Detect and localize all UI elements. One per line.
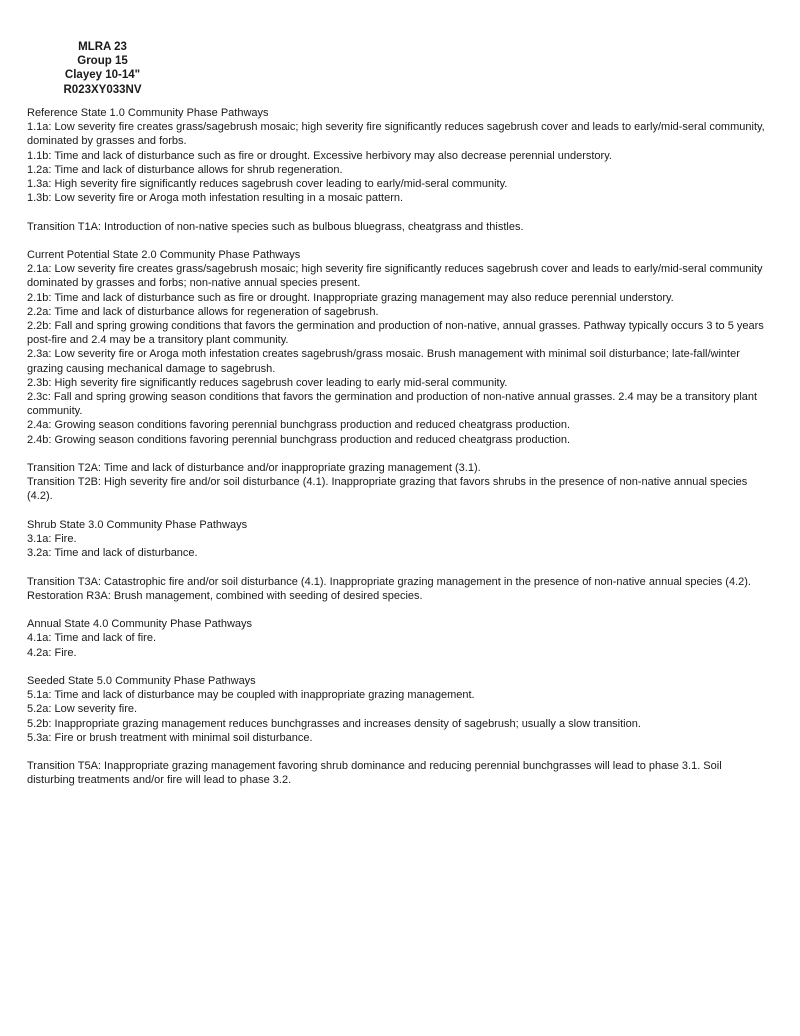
- document-body: [27, 106, 769, 788]
- text-line: 3.1a: Fire.: [27, 533, 77, 546]
- header-line: MLRA 23: [78, 41, 127, 53]
- section-shrub-state-3: [27, 518, 769, 561]
- text-line: 5.3a: Fire or brush treatment with minimal soil disturbance.: [27, 731, 313, 744]
- section-transition-t1a: [27, 220, 769, 234]
- text-line: 3.2a: Time and lack of disturbance.: [27, 547, 198, 560]
- text-line: 1.1b: Time and lack of disturbance such as fire or drought. Excessive herbivory may also decrease perennial understory.: [27, 149, 612, 162]
- text-line: 2.1a: Low severity fire creates grass/sagebrush mosaic; high severity fire significantly reduces sagebrush cover and leads to early/mid-seral community dominated by grasses and forbs; non-native annual species present.: [27, 263, 763, 290]
- section-transition-t3a-restoration-r3a: [27, 575, 769, 603]
- text-line: Restoration R3A: Brush management, combined with seeding of desired species.: [27, 589, 423, 602]
- section-reference-state-1: [27, 106, 769, 205]
- text-line: Reference State 1.0 Community Phase Pathways: [27, 107, 269, 119]
- section-annual-state-4: [27, 617, 769, 660]
- text-line: Seeded State 5.0 Community Phase Pathways: [27, 675, 256, 688]
- header-line: Group 15: [77, 55, 128, 68]
- section-transitions-t2: [27, 461, 769, 504]
- text-line: Annual State 4.0 Community Phase Pathways: [27, 618, 253, 631]
- text-line: Transition T5A: Inappropriate grazing management favoring shrub dominance and reducing perennial bunchgrasses will lead to phase 3.1. Soil disturbing treatments and/or fire will lead to phase 3.2.: [27, 760, 722, 787]
- section-current-potential-state-2: [27, 248, 769, 447]
- text-line: 2.3c: Fall and spring growing season conditions that favors the germination and production of non-native annual grasses. 2.4 may be a transitory plant community.: [27, 391, 758, 418]
- text-line: 2.3b: High severity fire significantly reduces sagebrush cover leading to early mid-seral community.: [27, 376, 508, 389]
- section-seeded-state-5: [27, 674, 769, 745]
- section-transition-t5a: [27, 759, 769, 787]
- text-line: 5.2b: Inappropriate grazing management reduces bunchgrasses and increases density of sagebrush; usually a slow transition.: [27, 717, 641, 730]
- text-line: Transition T3A: Catastrophic fire and/or soil disturbance (4.1). Inappropriate grazing management in the presence of non-native annual species (4.2).: [27, 575, 751, 588]
- text-line: Shrub State 3.0 Community Phase Pathways: [27, 518, 248, 531]
- text-line: 2.3a: Low severity fire or Aroga moth infestation creates sagebrush/grass mosaic. Brush management with minimal soil disturbance; late-fall/winter grazing causing mechanical damage to sagebrush.: [27, 348, 740, 375]
- text-line: 1.3a: High severity fire significantly reduces sagebrush cover leading to early/mid-seral community.: [27, 178, 508, 191]
- header-line: Clayey 10-14": [64, 69, 141, 82]
- text-line: 5.1a: Time and lack of disturbance may be coupled with inappropriate grazing management.: [27, 689, 475, 702]
- text-line: 4.1a: Time and lack of fire.: [27, 632, 157, 645]
- text-line: 2.4a: Growing season conditions favoring perennial bunchgrass production and reduced cheatgrass production.: [27, 419, 571, 432]
- text-line: Current Potential State 2.0 Community Phase Pathways: [27, 249, 301, 261]
- header-line: R023XY033NV: [63, 83, 142, 96]
- document-header: [25, 40, 180, 97]
- text-line: 1.2a: Time and lack of disturbance allows for shrub regeneration.: [27, 163, 343, 176]
- text-line: 2.2a: Time and lack of disturbance allows for regeneration of sagebrush.: [27, 305, 379, 318]
- text-line: Transition T1A: Introduction of non-native species such as bulbous bluegrass, cheatgrass and thistles.: [27, 220, 524, 233]
- text-line: 2.1b: Time and lack of disturbance such as fire or drought. Inappropriate grazing management may also reduce perennial understory.: [27, 291, 674, 304]
- text-line: 5.2a: Low severity fire.: [27, 703, 138, 716]
- text-line: 1.1a: Low severity fire creates grass/sagebrush mosaic; high severity fire significantly reduces sagebrush cover and leads to early/mid-seral community, dominated by grasses and forbs.: [27, 121, 765, 148]
- text-line: Transition T2A: Time and lack of disturbance and/or inappropriate grazing management (3.1).: [27, 462, 481, 475]
- text-line: Transition T2B: High severity fire and/or soil disturbance (4.1). Inappropriate grazing that favors shrubs in the presence of non-native annual species (4.2).: [27, 476, 748, 503]
- text-line: 1.3b: Low severity fire or Aroga moth infestation resulting in a mosaic pattern.: [27, 192, 404, 205]
- text-line: 2.2b: Fall and spring growing conditions that favors the germination and production of non-native, annual grasses. Pathway typically occurs 3 to 5 years post-fire and 2.4 may be a transitory plant community.: [27, 320, 764, 347]
- text-line: 2.4b: Growing season conditions favoring perennial bunchgrass production and reduced cheatgrass production.: [27, 433, 571, 446]
- text-line: 4.2a: Fire.: [27, 646, 77, 659]
